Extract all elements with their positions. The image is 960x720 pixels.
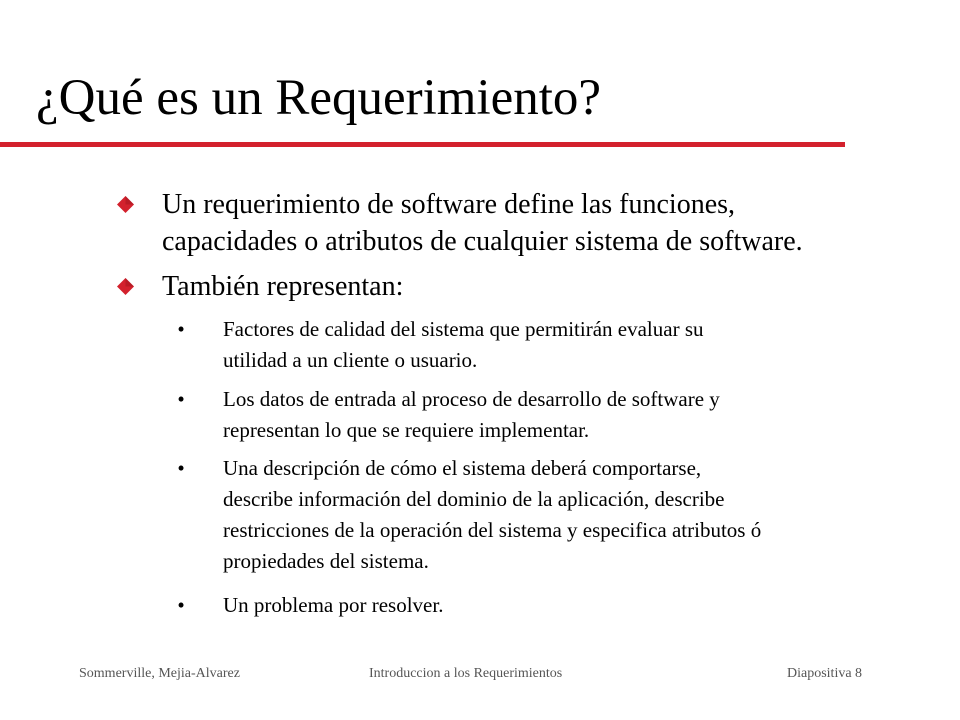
diamond-bullet-icon: [117, 196, 134, 213]
sub-bullet-1-line-2: utilidad a un cliente o usuario.: [223, 348, 478, 372]
sub-bullet-3-line-4: propiedades del sistema.: [223, 549, 429, 573]
title-underline: [0, 142, 845, 147]
bullet-point-1-line-2: capacidades o atributos de cualquier sistema de software.: [162, 226, 803, 257]
footer-authors: Sommerville, Mejia-Alvarez: [79, 666, 240, 681]
sub-bullet-2-line-2: representan lo que se requiere implementar.: [223, 418, 590, 442]
sub-bullet-3-line-1: Una descripción de cómo el sistema deberá comportarse,: [223, 456, 702, 480]
bullet-point-2-line-1: También representan:: [162, 271, 404, 302]
sub-bullet-4-line-1: Un problema por resolver.: [223, 593, 444, 617]
sub-bullet-dot: •: [177, 317, 185, 341]
sub-bullet-dot: •: [177, 456, 185, 480]
sub-bullet-3-text: [223, 453, 913, 577]
bullet-point-2-text: [162, 268, 922, 305]
sub-bullet-dot: •: [177, 593, 185, 617]
bullet-point-1-text: [162, 186, 922, 260]
footer-slide-number: Diapositiva 8: [787, 666, 863, 681]
bullet-point-1-line-1: Un requerimiento de software define las funciones,: [162, 189, 736, 220]
sub-bullet-1-text: [223, 314, 913, 376]
sub-bullet-2-line-1: Los datos de entrada al proceso de desarrollo de software y: [223, 387, 720, 411]
sub-bullet-dot: •: [177, 387, 185, 411]
sub-bullet-3-line-3: restricciones de la operación del sistema y especifica atributos ó: [223, 518, 762, 542]
sub-bullet-2-text: [223, 384, 913, 446]
diamond-bullet-icon: [117, 278, 134, 295]
sub-bullet-3-line-2: describe información del dominio de la aplicación, describe: [223, 487, 725, 511]
slide-title: ¿Qué es un Requerimiento?: [36, 70, 602, 126]
footer-course: Introduccion a los Requerimientos: [369, 666, 563, 681]
sub-bullet-4-text: [223, 590, 913, 621]
sub-bullet-1-line-1: Factores de calidad del sistema que permitirán evaluar su: [223, 317, 704, 341]
